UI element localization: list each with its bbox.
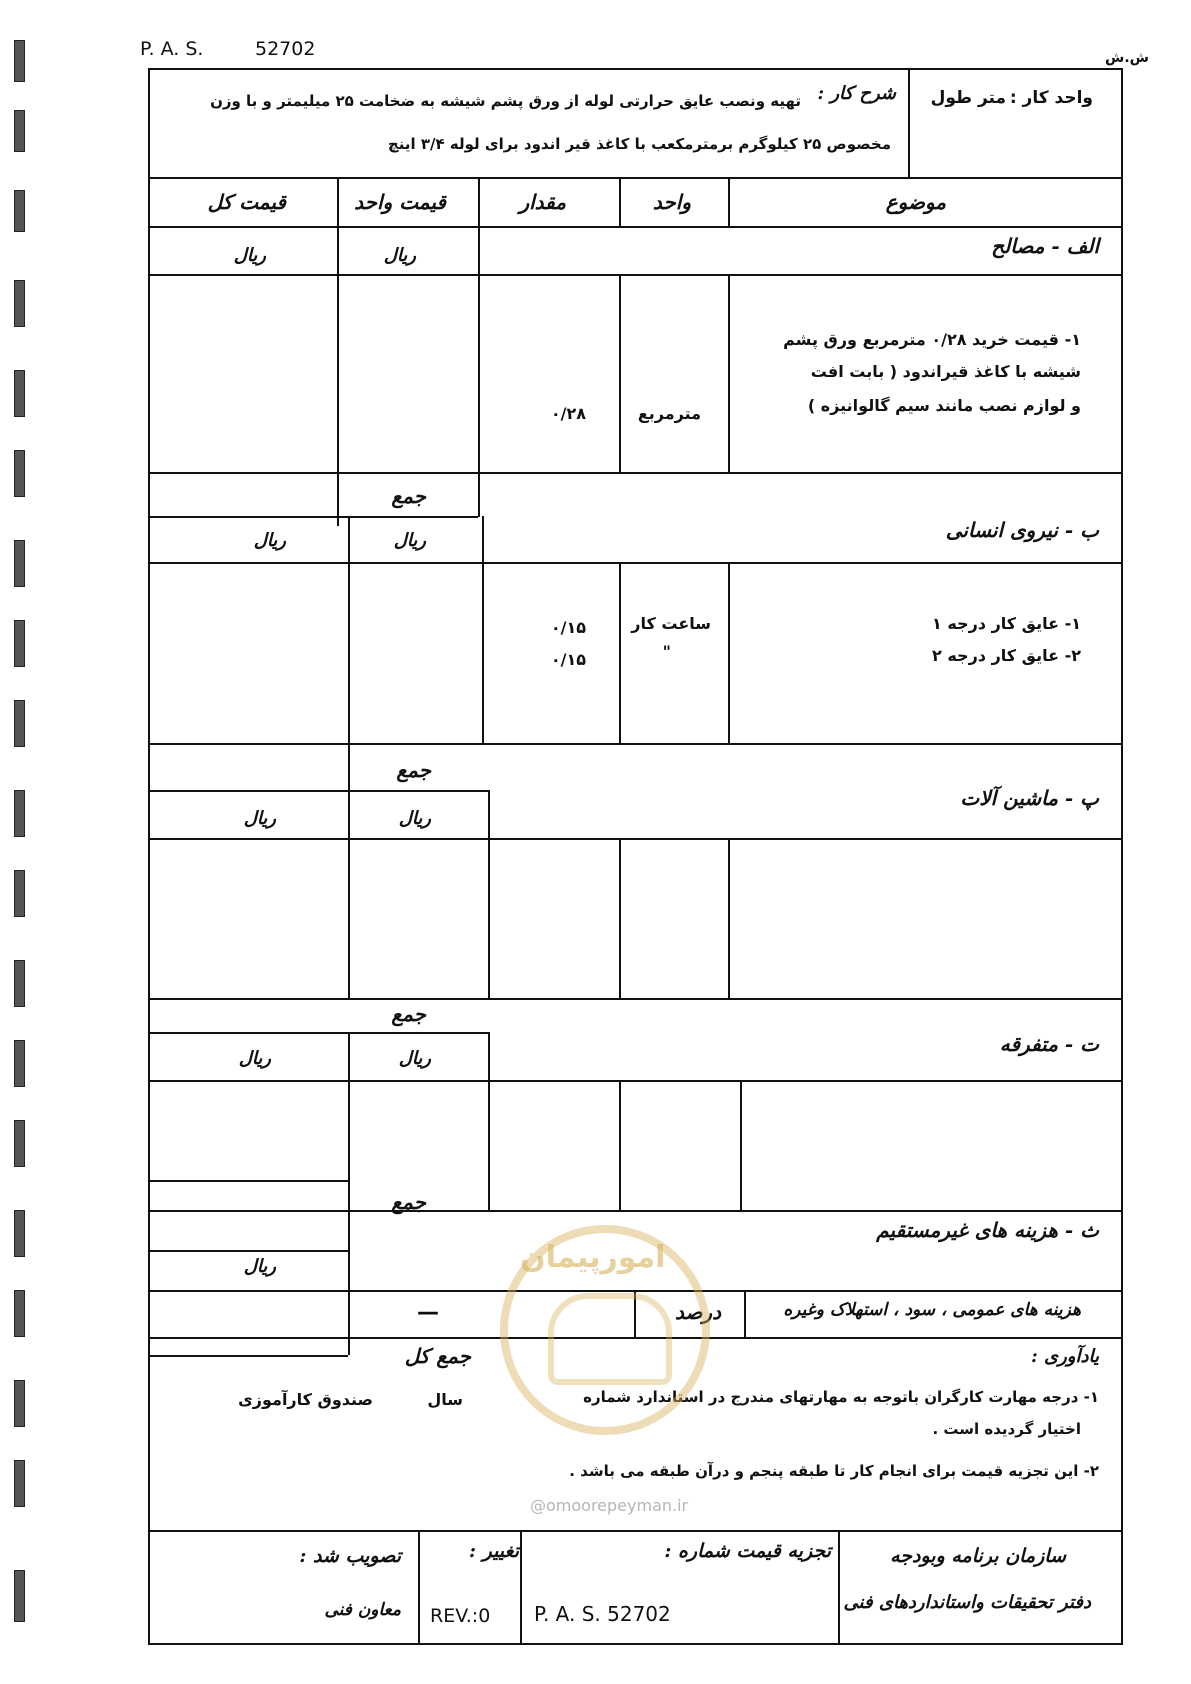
labor-item1: ۱- عایق کار درجه ۱ [932, 614, 1081, 633]
top-code-label: P. A. S. [140, 38, 204, 60]
rule [148, 743, 1123, 745]
rule [619, 1080, 621, 1212]
rule [148, 838, 1123, 840]
column-header-quantity: مقدار [519, 190, 566, 214]
indirect-currency: ریال [243, 1256, 276, 1277]
machinery-currency-unit: ریال [398, 808, 431, 829]
column-header-unit: واحد [652, 190, 691, 214]
misc-currency-total: ریال [238, 1048, 271, 1069]
rule [148, 1530, 1123, 1532]
training-fund-label: صندوق کارآموزی [238, 1390, 373, 1409]
change-label: تغییر : [468, 1540, 519, 1562]
punch-hole-mark [14, 1290, 25, 1337]
punch-hole-mark [14, 1120, 25, 1167]
materials-item-line1: ۱- قیمت خرید ۰/۲۸ مترمربع ورق پشم [783, 330, 1081, 349]
col-divider [478, 177, 480, 227]
punch-hole-mark [14, 790, 25, 837]
punch-hole-mark [14, 450, 25, 497]
labor-sum-label: جمع [396, 758, 431, 782]
materials-item-line2: شیشه با کاغذ قیراندود ( بابت افت [810, 362, 1081, 381]
materials-currency-unit: ریال [383, 245, 416, 266]
col-divider [619, 177, 621, 227]
column-header-bottom [148, 226, 1123, 228]
rule [740, 1080, 742, 1212]
top-code-number: 52702 [255, 38, 316, 60]
labor-currency-total: ریال [253, 530, 286, 551]
work-description-line2: مخصوص ۲۵ کیلوگرم برمترمکعب با کاغذ قیر اندود برای لوله ۳/۴ اینچ [387, 135, 891, 153]
unit-label: واحد کار : [1009, 88, 1093, 108]
punch-hole-mark [14, 110, 25, 152]
watermark-brand: امورپیمان [520, 1240, 666, 1275]
rule [348, 790, 350, 840]
rule [488, 838, 490, 1000]
rule [728, 838, 730, 1000]
approver-title: معاون فنی [324, 1600, 401, 1620]
rule [744, 1290, 746, 1338]
indirect-unit: درصد [674, 1300, 721, 1324]
rule [728, 274, 730, 474]
rule [478, 226, 480, 276]
rule [488, 790, 490, 840]
punch-hole-mark [14, 1040, 25, 1087]
rule [348, 516, 350, 791]
rule [148, 998, 1123, 1000]
section-indirect-title: ث - هزینه های غیرمستقیم [876, 1218, 1099, 1242]
labor-qty1: ۰/۱۵ [550, 618, 586, 637]
section-machinery-title: پ - ماشین آلات [960, 786, 1099, 810]
materials-sum-label: جمع [391, 484, 426, 508]
machinery-currency-total: ریال [243, 808, 276, 829]
punch-hole-mark [14, 620, 25, 667]
rule [478, 274, 480, 474]
punch-hole-mark [14, 370, 25, 417]
rule [488, 1032, 490, 1082]
rule [520, 1530, 522, 1645]
indirect-dash: — [417, 1300, 439, 1325]
rule [148, 516, 478, 518]
rule [728, 562, 730, 744]
work-description-line1: تهیه ونصب عایق حرارتی لوله از ورق پشم شیشه به ضخامت ۲۵ میلیمتر و با وزن [210, 92, 801, 110]
materials-unit: مترمربع [637, 404, 701, 423]
rule [148, 562, 1123, 564]
rule [619, 274, 621, 474]
indirect-row-label: هزینه های عمومی ، سود ، استهلاک وغیره [783, 1300, 1081, 1320]
punch-hole-mark [14, 280, 25, 327]
rule [148, 790, 488, 792]
materials-item-line3: و لوازم نصب مانند سیم گالوانیزه ) [807, 396, 1081, 415]
approved-label: تصویب شد : [299, 1545, 401, 1567]
rule [148, 1032, 488, 1034]
note1-line1: ۱- درجه مهارت کارگران باتوجه به مهارتهای مندرج در استاندارد شماره [583, 1388, 1099, 1406]
rule [838, 1530, 840, 1645]
header-divider [908, 68, 910, 178]
rule [482, 516, 484, 744]
punch-hole-mark [14, 960, 25, 1007]
analysis-number-label: تجزیه قیمت شماره : [664, 1540, 831, 1562]
rule [418, 1530, 420, 1645]
machinery-sum-label: جمع [391, 1002, 426, 1026]
labor-unit2: " [662, 642, 671, 661]
section-labor-title: ب - نیروی انسانی [945, 518, 1099, 542]
misc-sum-label: جمع [391, 1190, 426, 1214]
section-misc-title: ت - متفرقه [999, 1032, 1099, 1056]
rule [488, 1080, 490, 1212]
rule [148, 274, 1123, 276]
labor-item2: ۲- عایق کار درجه ۲ [932, 646, 1081, 665]
watermark-url: @omoorepeyman.ir [530, 1496, 689, 1515]
labor-currency-unit: ریال [393, 530, 426, 551]
corner-mark: ش.ش [1105, 50, 1149, 66]
punch-hole-mark [14, 1460, 25, 1507]
punch-hole-mark [14, 700, 25, 747]
misc-currency-unit: ریال [398, 1048, 431, 1069]
labor-qty2: ۰/۱۵ [550, 650, 586, 669]
revision-number: REV.:0 [430, 1605, 491, 1627]
rule [148, 1080, 1123, 1082]
rule [619, 562, 621, 744]
punch-hole-mark [14, 1380, 25, 1427]
column-header-unit-price: قیمت واحد [354, 190, 446, 214]
col-divider [337, 177, 339, 227]
punch-hole-mark [14, 1210, 25, 1257]
rule [148, 1250, 348, 1252]
rule [478, 472, 480, 517]
punch-hole-mark [14, 540, 25, 587]
year-label: سال [427, 1390, 463, 1409]
materials-quantity: ۰/۲۸ [550, 404, 586, 423]
rule [337, 226, 339, 526]
rule [148, 1210, 1123, 1212]
section-materials-title: الف - مصالح [991, 234, 1099, 258]
org-name: سازمان برنامه وبودجه [890, 1545, 1066, 1567]
unit-value: متر طول [930, 88, 1006, 108]
rule [348, 838, 350, 1000]
punch-hole-mark [14, 1570, 25, 1622]
analysis-number: P. A. S. 52702 [534, 1602, 671, 1626]
materials-currency-total: ریال [233, 245, 266, 266]
rule [148, 1180, 348, 1182]
labor-unit1: ساعت کار [631, 614, 711, 633]
notes-title: یادآوری : [1031, 1346, 1099, 1367]
rule [348, 1080, 350, 1355]
punch-hole-mark [14, 40, 25, 82]
col-divider [728, 177, 730, 227]
punch-hole-mark [14, 190, 25, 232]
column-header-total-price: قیمت کل [207, 190, 286, 214]
rule [148, 472, 1123, 474]
header-bottom-line [148, 177, 1123, 179]
rule [148, 1355, 348, 1357]
rule [619, 838, 621, 1000]
note1-line2: اختیار گردیده است . [932, 1420, 1081, 1438]
rule [348, 1032, 350, 1082]
org-department: دفتر تحقیقات واستانداردهای فنی [843, 1592, 1091, 1613]
grand-total-label: جمع کل [404, 1344, 471, 1368]
column-header-subject: موضوع [885, 190, 946, 214]
note2: ۲- این تجزیه قیمت برای انجام کار تا طبقه پنجم و درآن طبقه می باشد . [569, 1462, 1099, 1480]
work-description-label: شرح کار : [817, 83, 896, 104]
punch-hole-mark [14, 870, 25, 917]
